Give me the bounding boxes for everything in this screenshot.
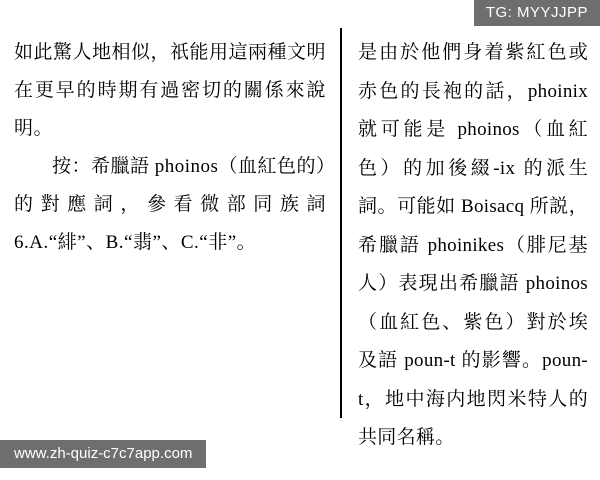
paragraph: 按：希臘語 phoinos（血紅色的）的對應詞，參看微部同族詞 6.A.“緋”、B.“翡”、C.“非”。 <box>14 156 326 253</box>
column-divider <box>340 28 342 418</box>
paragraph: 如此驚人地相似，祇能用這兩種文明在更早的時期有過密切的關係來說明。 <box>14 42 327 139</box>
url-watermark: www.zh-quiz-c7c7app.com <box>0 440 206 468</box>
right-column <box>340 34 600 448</box>
left-column <box>0 34 340 444</box>
paragraph: 是由於他們身着紫紅色或赤色的長袍的話，phoinix 就可能是 phoinos（血紅色）的加後綴-ix 的派生詞。可能如 Boisacq 所説，希臘語 phoinikes（腓尼基人）表現出希臘語 phoinos（血紅色、紫色）對於埃及語 poun-t 的影響。poun-t，地中海内地閃米特人的共同名稱。 <box>358 42 588 448</box>
telegram-watermark: TG: MYYJJPP <box>474 0 600 26</box>
text-columns <box>0 34 600 448</box>
